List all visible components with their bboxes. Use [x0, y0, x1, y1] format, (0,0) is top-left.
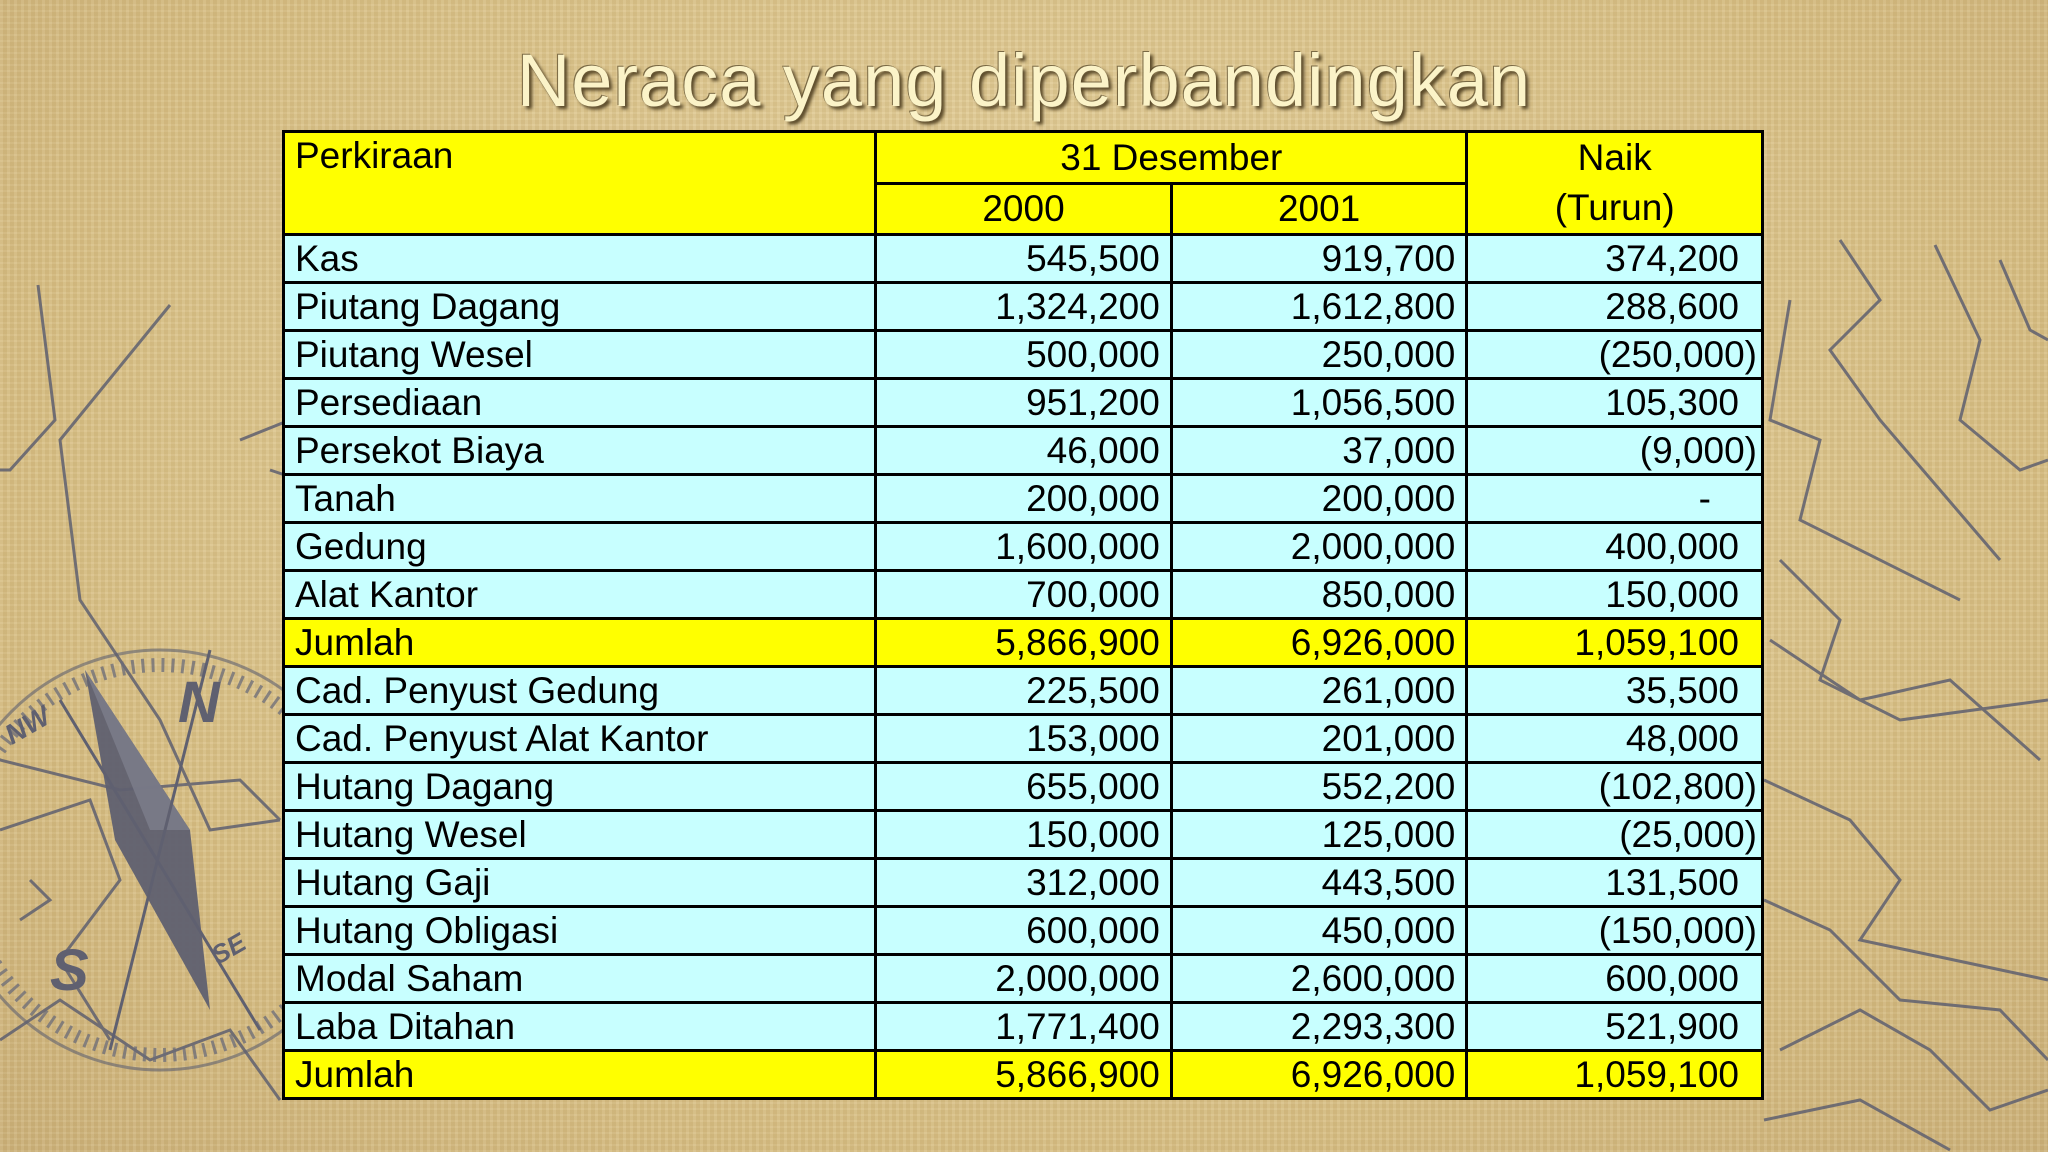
value-2000: 150,000: [876, 811, 1172, 859]
compass-se-label: SE: [206, 926, 252, 971]
row-label: Gedung: [284, 523, 876, 571]
value-change: (102,800): [1467, 763, 1763, 811]
compass-nw-label: NW: [0, 700, 56, 751]
value-2000: 545,500: [876, 235, 1172, 283]
value-2000: 46,000: [876, 427, 1172, 475]
value-change: -: [1467, 475, 1763, 523]
value-2001: 2,600,000: [1171, 955, 1467, 1003]
table-row: [284, 427, 1763, 475]
row-label: Piutang Wesel: [284, 331, 876, 379]
table-row: [284, 571, 1763, 619]
value-2001: 1,056,500: [1171, 379, 1467, 427]
value-2000: 600,000: [876, 907, 1172, 955]
table-row: [284, 763, 1763, 811]
header-change-line1: Naik: [1577, 137, 1652, 178]
table-row: [284, 811, 1763, 859]
value-change: 521,900: [1467, 1003, 1763, 1051]
row-label: Cad. Penyust Alat Kantor: [284, 715, 876, 763]
row-label: Piutang Dagang: [284, 283, 876, 331]
compass-south-label: S: [50, 938, 89, 1003]
value-change: 150,000: [1467, 571, 1763, 619]
value-2000: 153,000: [876, 715, 1172, 763]
row-label: Alat Kantor: [284, 571, 876, 619]
value-2001: 443,500: [1171, 859, 1467, 907]
compass-north-label: N: [178, 670, 220, 735]
value-2001: 2,293,300: [1171, 1003, 1467, 1051]
table-row: [284, 523, 1763, 571]
value-change: 1,059,100: [1467, 1051, 1763, 1099]
value-2000: 1,771,400: [876, 1003, 1172, 1051]
row-label: Hutang Wesel: [284, 811, 876, 859]
value-2001: 850,000: [1171, 571, 1467, 619]
value-change: (9,000): [1467, 427, 1763, 475]
value-change: (25,000): [1467, 811, 1763, 859]
value-2000: 1,324,200: [876, 283, 1172, 331]
table-row: [284, 859, 1763, 907]
value-2000: 2,000,000: [876, 955, 1172, 1003]
value-change: 374,200: [1467, 235, 1763, 283]
value-2001: 201,000: [1171, 715, 1467, 763]
value-2001: 1,612,800: [1171, 283, 1467, 331]
value-change: 600,000: [1467, 955, 1763, 1003]
value-2001: 6,926,000: [1171, 619, 1467, 667]
value-2000: 700,000: [876, 571, 1172, 619]
row-label: Persekot Biaya: [284, 427, 876, 475]
value-change: (150,000): [1467, 907, 1763, 955]
value-2001: 552,200: [1171, 763, 1467, 811]
header-account: Perkiraan: [284, 132, 876, 235]
table-row: [284, 283, 1763, 331]
slide-title: Neraca yang diperbandingkan: [516, 39, 1532, 122]
total-row: [284, 1051, 1763, 1099]
row-label: Kas: [284, 235, 876, 283]
header-year-2001: 2001: [1171, 183, 1467, 235]
value-change: (250,000): [1467, 331, 1763, 379]
total-row: [284, 619, 1763, 667]
value-2001: 250,000: [1171, 331, 1467, 379]
table-row: [284, 1003, 1763, 1051]
row-label: Modal Saham: [284, 955, 876, 1003]
value-2001: 450,000: [1171, 907, 1467, 955]
row-label: Laba Ditahan: [284, 1003, 876, 1051]
value-2001: 6,926,000: [1171, 1051, 1467, 1099]
row-label: Cad. Penyust Gedung: [284, 667, 876, 715]
table-row: [284, 715, 1763, 763]
value-2000: 5,866,900: [876, 619, 1172, 667]
table-row: [284, 955, 1763, 1003]
value-2001: 261,000: [1171, 667, 1467, 715]
row-label: Tanah: [284, 475, 876, 523]
table-row: [284, 475, 1763, 523]
header-change-line2: (Turun): [1554, 187, 1675, 228]
value-2000: 200,000: [876, 475, 1172, 523]
row-label: Jumlah: [284, 619, 876, 667]
header-change: [1467, 132, 1763, 235]
balance-sheet-table: [282, 130, 1764, 1100]
value-2001: 200,000: [1171, 475, 1467, 523]
table-row: [284, 379, 1763, 427]
value-2001: 125,000: [1171, 811, 1467, 859]
row-label: Hutang Gaji: [284, 859, 876, 907]
value-2000: 951,200: [876, 379, 1172, 427]
value-2001: 37,000: [1171, 427, 1467, 475]
header-date-group: 31 Desember: [876, 132, 1467, 184]
value-change: 1,059,100: [1467, 619, 1763, 667]
value-2000: 312,000: [876, 859, 1172, 907]
value-change: 105,300: [1467, 379, 1763, 427]
row-label: Persediaan: [284, 379, 876, 427]
value-2001: 919,700: [1171, 235, 1467, 283]
row-label: Jumlah: [284, 1051, 876, 1099]
value-2000: 500,000: [876, 331, 1172, 379]
value-2000: 225,500: [876, 667, 1172, 715]
value-2001: 2,000,000: [1171, 523, 1467, 571]
row-label: Hutang Dagang: [284, 763, 876, 811]
table-row: [284, 907, 1763, 955]
value-change: 131,500: [1467, 859, 1763, 907]
value-change: 35,500: [1467, 667, 1763, 715]
value-2000: 5,866,900: [876, 1051, 1172, 1099]
value-2000: 1,600,000: [876, 523, 1172, 571]
header-year-2000: 2000: [876, 183, 1172, 235]
value-change: 48,000: [1467, 715, 1763, 763]
table-row: [284, 667, 1763, 715]
value-change: 288,600: [1467, 283, 1763, 331]
value-2000: 655,000: [876, 763, 1172, 811]
table-row: [284, 331, 1763, 379]
row-label: Hutang Obligasi: [284, 907, 876, 955]
table-row: [284, 235, 1763, 283]
value-change: 400,000: [1467, 523, 1763, 571]
